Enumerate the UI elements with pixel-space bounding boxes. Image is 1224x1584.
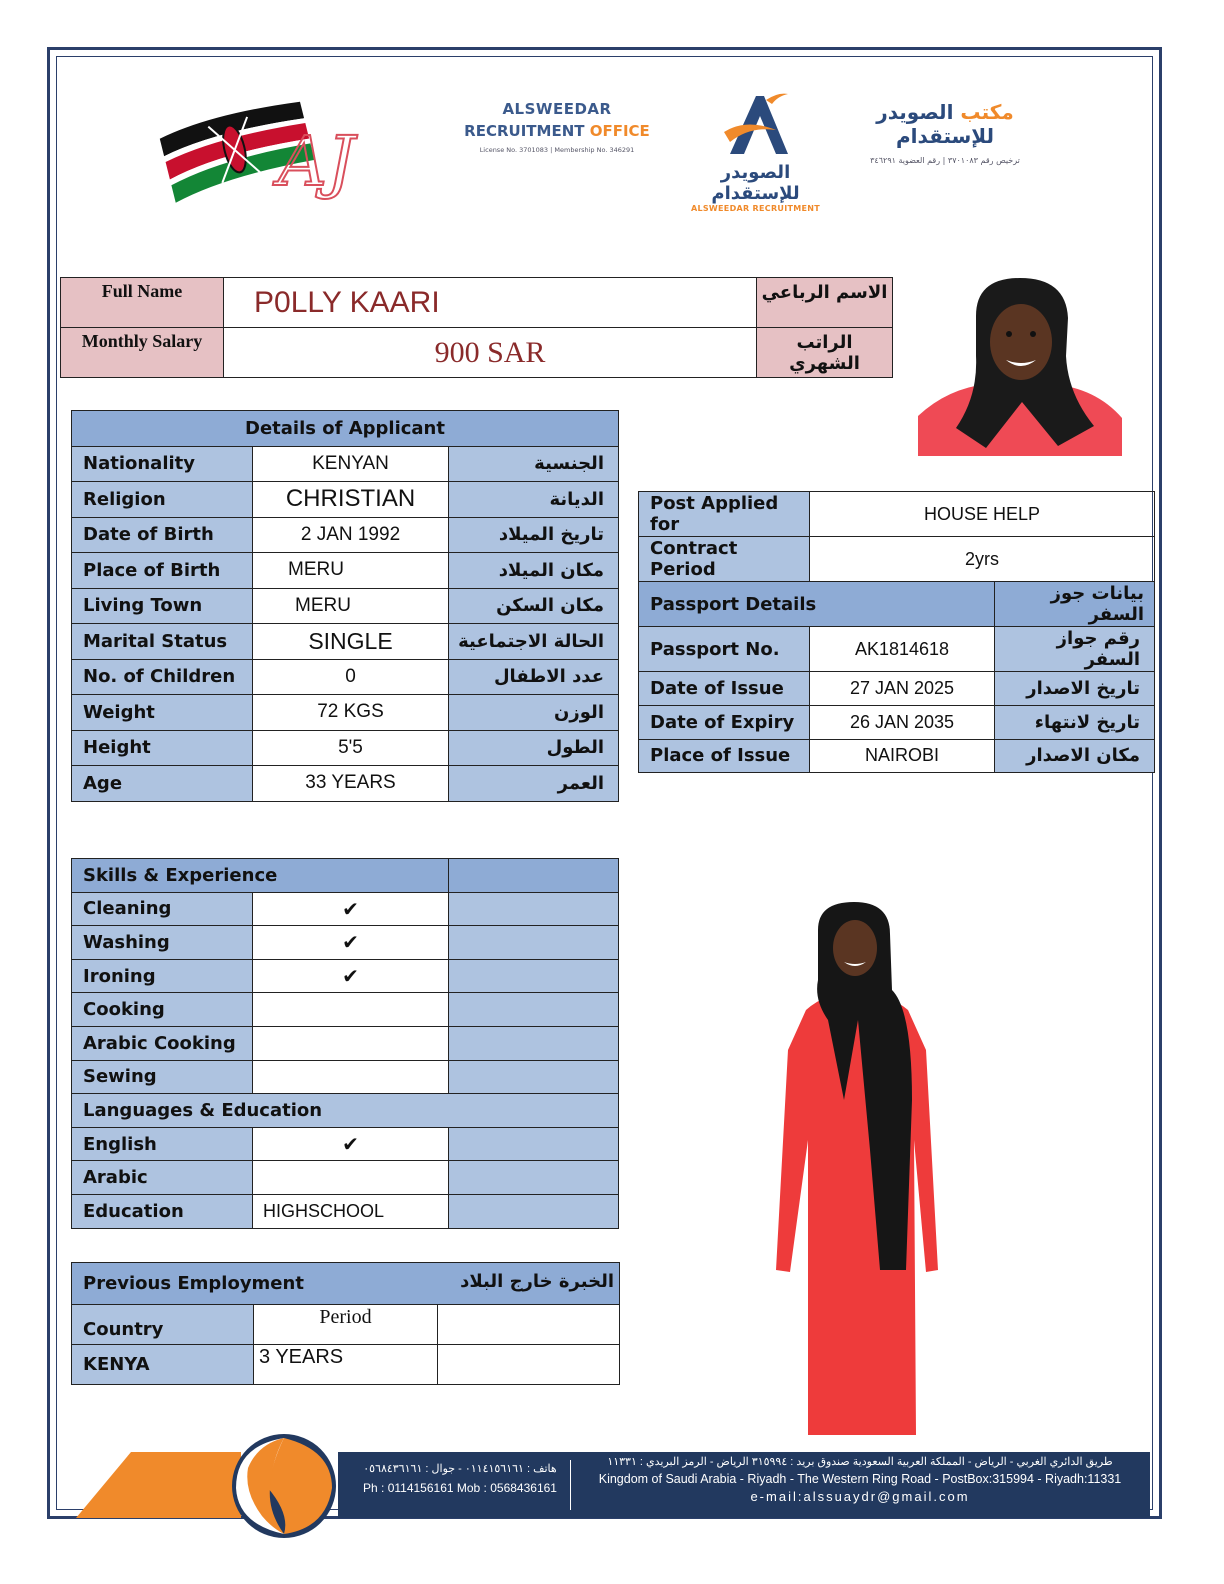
passport-label: Passport No. [639,627,810,672]
skill-row [72,993,619,1027]
arabic-logo-part2: الصويدر للإستقدام [876,100,994,148]
language-blank [449,1161,619,1195]
skill-blank [449,926,619,960]
details-row [72,553,619,589]
country-value: KENYA [72,1345,254,1385]
details-value: 5'5 [253,730,449,766]
details-arabic-label: عدد الاطفال [449,659,619,695]
passport-value: AK1814618 [810,627,995,672]
details-label: Age [72,766,253,802]
previous-employment-table [71,1262,620,1385]
language-check [253,1161,449,1195]
post-applied-value: HOUSE HELP [810,492,1155,537]
details-title: Details of Applicant [72,411,619,447]
period-value: 3 YEARS [254,1345,438,1385]
education-blank [449,1194,619,1228]
previous-employment-arabic: الخبرة خارج البلاد [460,1270,614,1292]
details-arabic-label: الجنسية [449,446,619,482]
passport-table [638,491,1155,773]
skill-row [72,1026,619,1060]
passport-value: NAIROBI [810,739,995,773]
office-name-line1: ALSWEEDAR [502,100,612,118]
skill-label: Washing [72,926,253,960]
skill-check [253,1026,449,1060]
details-arabic-label: الديانة [449,482,619,518]
skill-label: Cleaning [72,892,253,926]
office-license: License No. 3701083 | Membership No. 346291 [479,146,635,154]
passport-details-label: Passport Details [639,582,995,627]
passport-row [639,672,1155,706]
details-label: Date of Birth [72,517,253,553]
skill-check: ✔ [253,926,449,960]
details-value: 0 [253,659,449,695]
passport-arabic-label: تاريخ لانتهاء [995,705,1155,739]
skill-row [72,926,619,960]
details-arabic-label: العمر [449,766,619,802]
a-logo-english: ALSWEEDAR RECRUITMENT [690,204,821,213]
language-check: ✔ [253,1127,449,1161]
applicant-portrait-photo [918,276,1122,456]
applicant-full-body-photo [766,900,946,1440]
details-row [72,482,619,518]
details-arabic-label: الوزن [449,695,619,731]
education-row [72,1194,619,1228]
footer-email[interactable]: e-mail:alssuaydr@gmail.com [750,1489,970,1504]
passport-label: Place of Issue [639,739,810,773]
passport-row [639,705,1155,739]
details-label: Height [72,730,253,766]
skills-title: Skills & Experience [72,859,449,893]
passport-details-arabic: بيانات جوز السفر [995,582,1155,627]
footer-orange-shape [76,1452,241,1518]
skill-check [253,993,449,1027]
details-row [72,517,619,553]
details-arabic-label: الطول [449,730,619,766]
footer-circle-logo [228,1432,340,1540]
skill-blank [449,959,619,993]
details-arabic-label: تاريخ الميلاد [449,517,619,553]
details-value: MERU [253,553,449,589]
skill-label: Sewing [72,1060,253,1094]
a-logo-arabic: الصويدر للإستقدام [711,162,800,204]
languages-title: Languages & Education [72,1094,619,1128]
skill-label: Cooking [72,993,253,1027]
skill-check [253,1060,449,1094]
details-label: No. of Children [72,659,253,695]
skill-label: Arabic Cooking [72,1026,253,1060]
post-applied-label: Post Applied for [639,492,810,537]
contract-period-value: 2yrs [810,537,1155,582]
footer-address [580,1455,1140,1504]
details-value: MERU [253,588,449,624]
previous-employment-title: Previous Employment [83,1272,304,1294]
monthly-salary-arabic: الراتب الشهري [757,328,893,378]
details-row [72,446,619,482]
footer-address-english: Kingdom of Saudi Arabia - Riyadh - The Western Ring Road - PostBox:315994 - Riyadh:11331 [598,1472,1122,1486]
skill-blank [449,892,619,926]
footer-phone [345,1462,575,1495]
details-value: 33 YEARS [253,766,449,802]
passport-row [639,627,1155,672]
kenya-flag-aj-logo [158,85,368,205]
passport-label: Date of Issue [639,672,810,706]
office-name-line2: RECRUITMENT OFFICE [464,122,650,140]
monthly-salary-value: 900 SAR [224,328,757,378]
details-label: Place of Birth [72,553,253,589]
language-label: English [72,1127,253,1161]
skills-table [71,858,619,1229]
skill-row [72,892,619,926]
details-value: KENYAN [253,446,449,482]
arabic-logo-license: ترخيص رقم ٣٧٠١٠٨٣ | رقم العضوية ٣٤٦٢٩١ [870,156,1020,165]
full-name-arabic: الاسم الرباعي [757,278,893,328]
details-row [72,730,619,766]
details-row [72,766,619,802]
prev-blank [438,1305,620,1345]
details-value: CHRISTIAN [253,482,449,518]
passport-value: 27 JAN 2025 [810,672,995,706]
alsweedar-office-logo [462,100,652,170]
skill-label: Ironing [72,959,253,993]
language-row [72,1127,619,1161]
skill-check: ✔ [253,959,449,993]
period-label: Period [254,1305,438,1345]
details-label: Living Town [72,588,253,624]
applicant-details-table [71,410,619,802]
name-salary-table [60,277,893,378]
passport-arabic-label: مكان الاصدار [995,739,1155,773]
passport-row [639,739,1155,773]
skill-check: ✔ [253,892,449,926]
details-value: 2 JAN 1992 [253,517,449,553]
monthly-salary-label: Monthly Salary [61,328,224,378]
skill-blank [449,1026,619,1060]
details-label: Weight [72,695,253,731]
details-arabic-label: مكان الميلاد [449,553,619,589]
skill-row [72,959,619,993]
contract-period-label: Contract Period [639,537,810,582]
passport-value: 26 JAN 2035 [810,705,995,739]
full-name-value: P0LLY KAARI [224,278,757,328]
education-value: HIGHSCHOOL [253,1194,449,1228]
details-arabic-label: الحالة الاجتماعية [449,624,619,660]
aj-monogram: AJ [278,123,355,202]
education-label: Education [72,1194,253,1228]
language-label: Arabic [72,1161,253,1195]
details-arabic-label: مكان السكن [449,588,619,624]
language-row [72,1161,619,1195]
details-row [72,624,619,660]
details-value: SINGLE [253,624,449,660]
details-label: Religion [72,482,253,518]
details-row [72,695,619,731]
skill-row [72,1060,619,1094]
details-label: Marital Status [72,624,253,660]
footer-address-arabic: طريق الدائري الغربي - الرياض - المملكة العربية السعودية صندوق بريد : ٣١٥٩٩٤ الرياض - الرمز البريدي : ١١٣٣١ [607,1456,1113,1468]
full-name-label: Full Name [61,278,224,328]
passport-arabic-label: رقم جواز السفر [995,627,1155,672]
skill-blank [449,1060,619,1094]
skill-blank [449,993,619,1027]
details-row [72,659,619,695]
footer-phone-arabic: هاتف : ٠١١٤١٥٦١٦١ - جوال : ٠٥٦٨٤٣٦١٦١ [363,1463,557,1475]
previous-employment-header [72,1263,620,1305]
footer-divider [570,1460,571,1510]
details-row [72,588,619,624]
alsweedar-arabic-logo [845,100,1045,165]
language-blank [449,1127,619,1161]
details-value: 72 KGS [253,695,449,731]
passport-arabic-label: تاريخ الاصدار [995,672,1155,706]
passport-label: Date of Expiry [639,705,810,739]
arabic-logo-part1: مكتب [960,100,1014,124]
skills-title-blank [449,859,619,893]
alsweedar-a-logo [683,90,828,213]
details-label: Nationality [72,446,253,482]
prev-blank [438,1345,620,1385]
country-label: Country [72,1305,254,1345]
footer-phone-english: Ph : 0114156161 Mob : 0568436161 [363,1481,557,1495]
